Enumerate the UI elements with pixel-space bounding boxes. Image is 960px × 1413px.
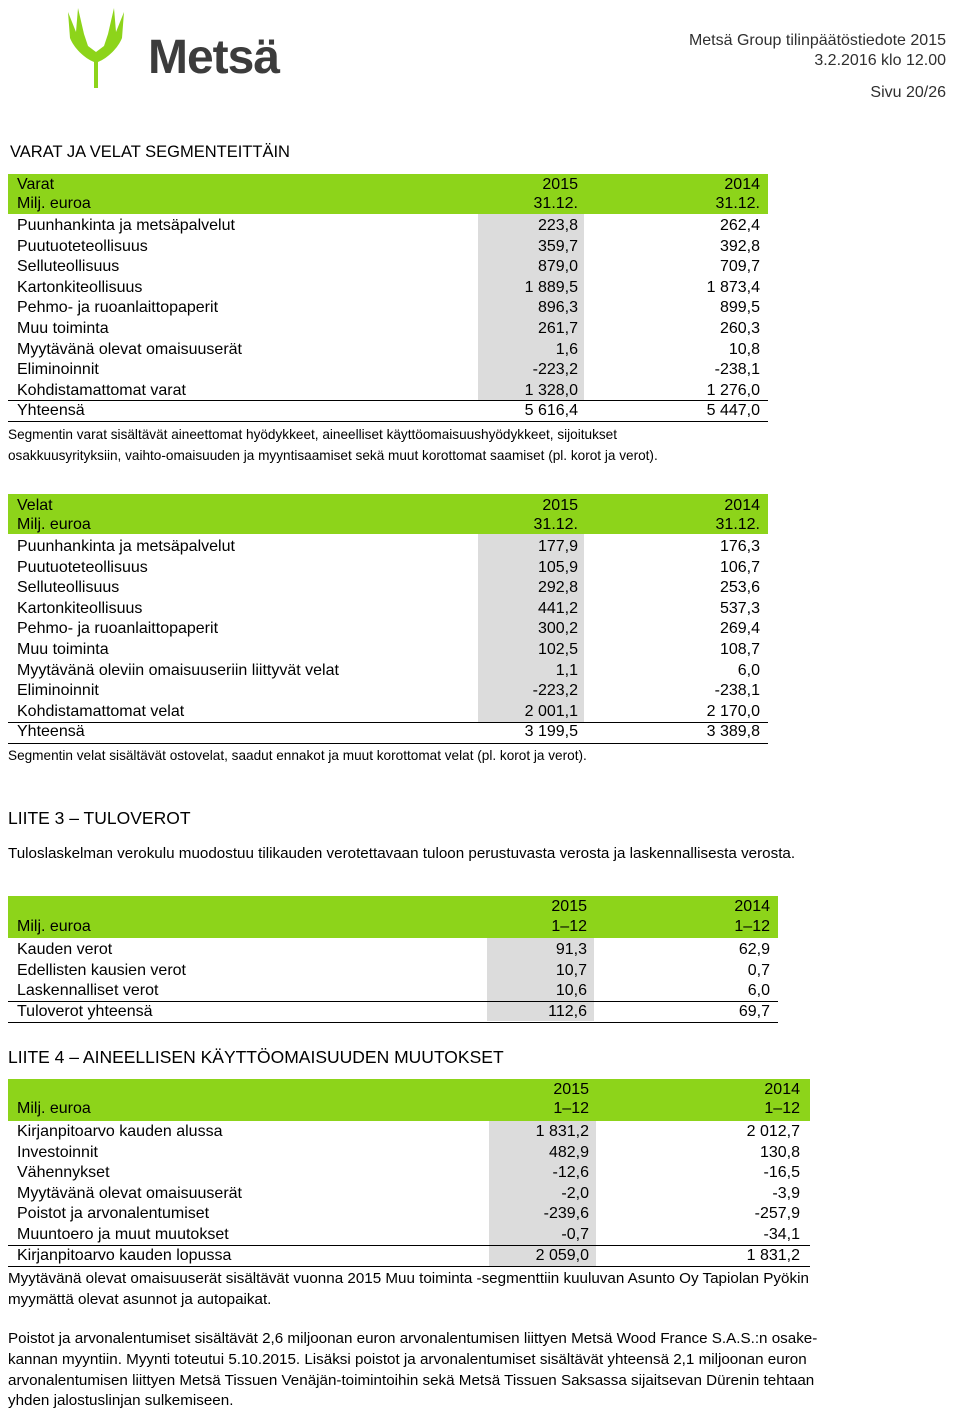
- row-value-2014: -257,9: [754, 1205, 800, 1223]
- liabilities-head-label: Velat: [17, 497, 53, 514]
- ppe-header-band: [8, 1079, 810, 1121]
- page-number: Sivu 20/26: [870, 84, 946, 101]
- table-row: [8, 360, 768, 381]
- ppe-para2-line2: kannan myyntiin. Myynti toteutui 5.10.2015. Lisäksi poistot ja arvonalentumiset sisältävät yhteensä 2,1 miljoonan euron: [8, 1351, 807, 1368]
- row-value-2015: -2,0: [561, 1184, 589, 1202]
- row-value-2014: -238,1: [714, 682, 760, 700]
- row-label: Yhteensä: [17, 402, 85, 420]
- table-row: [8, 340, 768, 361]
- table-row: [8, 640, 768, 661]
- row-value-2014: 2 170,0: [706, 702, 760, 720]
- table-row: [8, 661, 768, 682]
- assets-col2-date: 31.12.: [715, 195, 760, 212]
- row-label: Yhteensä: [17, 723, 85, 741]
- row-label: Myytävänä olevat omaisuuserät: [17, 340, 242, 358]
- assets-col1-year: 2015: [542, 176, 578, 193]
- tax-col1-period: 1–12: [551, 918, 587, 935]
- row-value-2015: 1 328,0: [524, 381, 578, 399]
- table-row: [8, 319, 768, 340]
- row-value-2015: 91,3: [555, 941, 587, 958]
- row-value-2015: 896,3: [537, 299, 578, 317]
- row-label: Pehmo- ja ruoanlaittopaperit: [17, 299, 219, 317]
- row-value-2015: 292,8: [537, 579, 578, 597]
- ppe-section-title: LIITE 4 – AINEELLISEN KÄYTTÖOMAISUUDEN MUUTOKSET: [8, 1047, 504, 1067]
- divider: [8, 743, 768, 744]
- row-label: Kirjanpitoarvo kauden lopussa: [17, 1246, 232, 1264]
- tax-col2-year: 2014: [734, 898, 770, 915]
- row-label: Muu toiminta: [17, 640, 109, 658]
- metsa-logo: [66, 4, 306, 90]
- liabilities-col1-year: 2015: [542, 497, 578, 514]
- row-value-2014: 1 831,2: [746, 1246, 800, 1264]
- row-value-2015: 1 889,5: [524, 278, 578, 296]
- assets-table: [8, 216, 768, 422]
- table-row: [8, 298, 768, 319]
- row-label: Puunhankinta ja metsäpalvelut: [17, 217, 235, 234]
- row-value-2015: 1,1: [555, 661, 578, 679]
- table-row: [8, 537, 768, 558]
- tax-table: [8, 940, 778, 1022]
- doc-date: 3.2.2016 klo 12.00: [814, 52, 946, 69]
- row-value-2014: 10,8: [728, 340, 760, 358]
- row-label: Poistot ja arvonalentumiset: [17, 1205, 210, 1223]
- liabilities-col2-year: 2014: [724, 497, 760, 514]
- row-label: Kartonkiteollisuus: [17, 278, 143, 296]
- assets-head-label: Varat: [17, 176, 55, 193]
- row-value-2014: 1 276,0: [706, 381, 760, 399]
- row-label: Investoinnit: [17, 1143, 98, 1161]
- row-value-2015: -223,2: [532, 682, 578, 700]
- row-value-2014: 3 389,8: [706, 723, 760, 741]
- row-value-2015: 10,7: [555, 961, 587, 979]
- row-value-2015: 300,2: [537, 620, 578, 638]
- assets-col1-date: 31.12.: [533, 195, 578, 212]
- ppe-col2-period: 1–12: [764, 1100, 800, 1117]
- table-row: [8, 381, 768, 402]
- ppe-head-unit: Milj. euroa: [17, 1100, 91, 1117]
- row-label: Kohdistamattomat velat: [17, 702, 185, 720]
- row-value-2015: 359,7: [537, 237, 578, 255]
- row-value-2014: 106,7: [719, 558, 760, 576]
- assets-header-band: [8, 174, 768, 214]
- table-row: [8, 940, 778, 961]
- divider: [8, 722, 768, 723]
- table-row: [8, 1204, 810, 1225]
- divider: [8, 400, 768, 401]
- row-value-2014: 130,8: [759, 1143, 800, 1161]
- assets-head-unit: Milj. euroa: [17, 195, 91, 212]
- row-label: Edellisten kausien verot: [17, 961, 186, 979]
- row-value-2015: -0,7: [561, 1225, 589, 1243]
- row-value-2014: 6,0: [737, 661, 760, 679]
- assets-note-line1: Segmentin varat sisältävät aineettomat hyödykkeet, aineelliset käyttöomaisuushyödykkeet, sijoitukset: [8, 427, 618, 442]
- table-row: [8, 257, 768, 278]
- row-label: Muu toiminta: [17, 319, 109, 337]
- row-value-2015: 5 616,4: [524, 402, 578, 420]
- table-row: [8, 1184, 810, 1205]
- row-value-2015: -223,2: [532, 361, 578, 379]
- row-value-2014: 253,6: [719, 579, 760, 597]
- row-value-2014: 392,8: [719, 237, 760, 255]
- row-label: Eliminoinnit: [17, 682, 99, 700]
- row-value-2014: 899,5: [719, 299, 760, 317]
- table-row: [8, 278, 768, 299]
- row-label: Puutuoteteollisuus: [17, 558, 148, 576]
- row-label: Myytävänä oleviin omaisuuseriin liittyvät velat: [17, 661, 339, 679]
- liabilities-col1-date: 31.12.: [533, 516, 578, 533]
- ppe-para2-line3: arvonalentumisen liittyen Metsä Tissuen Venäjän-toimintoihin sekä Metsä Tissuen Saksassa sijaitsevan Dürenin tehtaan: [8, 1372, 815, 1389]
- row-label: Myytävänä olevat omaisuuserät: [17, 1184, 242, 1202]
- row-value-2014: 709,7: [719, 258, 760, 276]
- liabilities-col2-date: 31.12.: [715, 516, 760, 533]
- row-value-2014: 5 447,0: [706, 402, 760, 420]
- row-value-2014: -16,5: [763, 1164, 800, 1182]
- divider: [8, 1022, 778, 1023]
- ppe-col1-year: 2015: [553, 1081, 589, 1098]
- liabilities-header-band: [8, 494, 768, 534]
- row-value-2015: -12,6: [552, 1164, 589, 1182]
- row-value-2015: -239,6: [543, 1205, 589, 1223]
- row-value-2015: 1 831,2: [535, 1123, 589, 1140]
- liabilities-table: [8, 537, 768, 743]
- row-label: Kauden verot: [17, 941, 113, 958]
- row-value-2015: 482,9: [548, 1143, 589, 1161]
- tax-section-text: Tuloslaskelman verokulu muodostuu tilikauden verotettavaan tuloon perustuvasta verosta ja laskennallisesta verosta.: [8, 845, 796, 862]
- row-value-2014: 108,7: [719, 640, 760, 658]
- row-value-2015: 2 059,0: [535, 1246, 589, 1264]
- ppe-para1-line2: myymättä olevat asunnot ja autopaikat.: [8, 1291, 272, 1308]
- assets-col2-year: 2014: [724, 176, 760, 193]
- row-value-2015: 261,7: [537, 319, 578, 337]
- ppe-para1-line1: Myytävänä olevat omaisuuserät sisältävät vuonna 2015 Muu toiminta -segmenttiin kuuluvan Asunto Oy Tapiolan Pyökin: [8, 1270, 809, 1287]
- row-value-2014: -34,1: [763, 1225, 800, 1243]
- ppe-para2-line1: Poistot ja arvonalentumiset sisältävät 2,6 miljoonan euron arvonalentumisen liittyen Metsä Wood France S.A.S.:n osake-: [8, 1330, 818, 1347]
- row-value-2014: -3,9: [772, 1184, 800, 1202]
- table-row: [8, 216, 768, 237]
- row-value-2015: 177,9: [537, 538, 578, 555]
- brand-wordmark: Metsä: [148, 31, 280, 84]
- table-row: [8, 1122, 810, 1143]
- table-row: [8, 237, 768, 258]
- table-row: [8, 1143, 810, 1164]
- assets-note-line2: osakkuusyrityksiin, vaihto-omaisuuden ja myyntisaamiset sekä muut korottomat saamiset (pl. korot ja verot).: [8, 448, 658, 463]
- doc-title: Metsä Group tilinpäätöstiedote 2015: [688, 32, 946, 49]
- liabilities-note: Segmentin velat sisältävät ostovelat, saadut ennakot ja muut korottomat velat (pl. korot ja verot).: [8, 748, 587, 763]
- row-label: Pehmo- ja ruoanlaittopaperit: [17, 620, 219, 638]
- row-label: Selluteollisuus: [17, 579, 120, 597]
- row-value-2014: 62,9: [738, 941, 770, 958]
- ppe-para2-line4: yhden jalostuslinjan sulkemiseen.: [8, 1392, 234, 1409]
- table-row: [8, 981, 778, 1002]
- row-label: Kohdistamattomat varat: [17, 381, 186, 399]
- row-value-2015: 102,5: [537, 640, 578, 658]
- divider: [8, 421, 768, 422]
- row-value-2014: 269,4: [719, 620, 760, 638]
- row-value-2015: 223,8: [537, 217, 578, 234]
- divider: [8, 1001, 778, 1002]
- row-label: Puunhankinta ja metsäpalvelut: [17, 538, 235, 555]
- row-value-2014: 0,7: [747, 961, 770, 979]
- table-row: [8, 1225, 810, 1246]
- tax-header-band: [8, 896, 778, 938]
- row-label: Tuloverot yhteensä: [17, 1002, 153, 1020]
- row-value-2015: 10,6: [555, 982, 587, 1000]
- tax-col1-year: 2015: [551, 898, 587, 915]
- table-row-total: [8, 722, 768, 743]
- divider: [8, 1245, 810, 1246]
- row-value-2015: 112,6: [548, 1002, 587, 1020]
- row-value-2014: 2 012,7: [746, 1123, 800, 1140]
- table-row-total: [8, 1002, 778, 1023]
- row-label: Puutuoteteollisuus: [17, 237, 148, 255]
- row-value-2015: 3 199,5: [524, 723, 578, 741]
- row-value-2014: 537,3: [719, 599, 760, 617]
- row-label: Muuntoero ja muut muutokset: [17, 1225, 229, 1243]
- row-value-2014: -238,1: [714, 361, 760, 379]
- row-label: Kirjanpitoarvo kauden alussa: [17, 1123, 223, 1140]
- row-label: Laskennalliset verot: [17, 982, 159, 1000]
- row-value-2014: 176,3: [719, 538, 760, 555]
- row-value-2015: 1,6: [555, 340, 578, 358]
- table-row: [8, 702, 768, 723]
- table-row: [8, 558, 768, 579]
- liabilities-head-unit: Milj. euroa: [17, 516, 91, 533]
- row-label: Kartonkiteollisuus: [17, 599, 143, 617]
- table-row-total: [8, 1246, 810, 1267]
- row-value-2014: 69,7: [738, 1002, 770, 1020]
- tax-section-title: LIITE 3 – TULOVEROT: [8, 808, 191, 828]
- row-label: Eliminoinnit: [17, 361, 99, 379]
- ppe-col1-period: 1–12: [553, 1100, 589, 1117]
- row-label: Selluteollisuus: [17, 258, 120, 276]
- segment-title: VARAT JA VELAT SEGMENTEITTÄIN: [10, 143, 290, 161]
- table-row: [8, 681, 768, 702]
- divider: [8, 1266, 810, 1267]
- ppe-col2-year: 2014: [764, 1081, 800, 1098]
- row-value-2015: 879,0: [537, 258, 578, 276]
- table-row: [8, 1163, 810, 1184]
- row-label: Vähennykset: [17, 1164, 110, 1182]
- table-row: [8, 578, 768, 599]
- table-row-total: [8, 401, 768, 422]
- row-value-2014: 262,4: [719, 217, 760, 234]
- table-row: [8, 619, 768, 640]
- row-value-2015: 441,2: [537, 599, 578, 617]
- row-value-2014: 6,0: [747, 982, 770, 1000]
- tax-col2-period: 1–12: [734, 918, 770, 935]
- row-value-2015: 105,9: [537, 558, 578, 576]
- table-row: [8, 599, 768, 620]
- row-value-2014: 1 873,4: [706, 278, 760, 296]
- row-value-2014: 260,3: [719, 319, 760, 337]
- table-row: [8, 961, 778, 982]
- tax-head-unit: Milj. euroa: [17, 918, 91, 935]
- row-value-2015: 2 001,1: [524, 702, 578, 720]
